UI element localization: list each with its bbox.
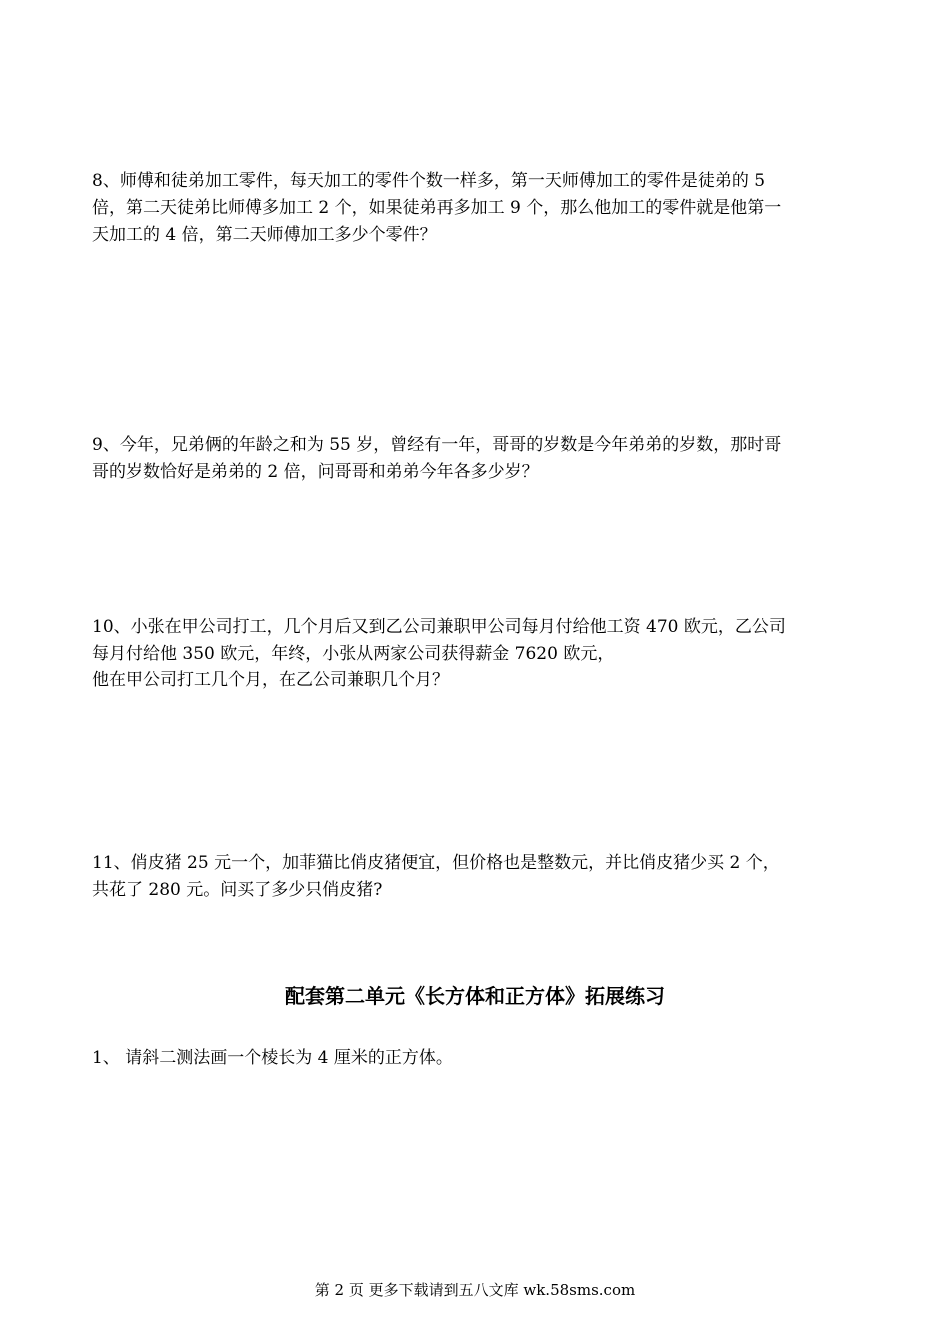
problem-10-line-3: 他在甲公司打工几个月，在乙公司兼职几个月？ <box>92 670 449 690</box>
problem-8-line-1: 8、师傅和徒弟加工零件，每天加工的零件个数一样多，第一天师傅加工的零件是徒弟的 5 <box>92 171 766 191</box>
problem-9-line-2: 哥的岁数恰好是弟弟的 2 倍，问哥哥和弟弟今年各多少岁？ <box>92 462 539 482</box>
section-title: 配套第二单元《长方体和正方体》拓展练习 <box>285 984 665 1008</box>
section-item-1: 1、 请斜二测法画一个棱长为 4 厘米的正方体。 <box>92 1048 453 1068</box>
problem-10-line-1: 10、小张在甲公司打工，几个月后又到乙公司兼职甲公司每月付给他工资 470 欧元，乙公司 <box>92 617 786 637</box>
problem-11-line-1: 11、俏皮猪 25 元一个，加菲猫比俏皮猪便宜，但价格也是整数元，并比俏皮猪少买 2 个， <box>92 853 780 873</box>
problem-8-line-2: 倍，第二天徒弟比师傅多加工 2 个，如果徒弟再多加工 9 个，那么他加工的零件就是他第一 <box>92 198 782 218</box>
page-footer: 第 2 页 更多下载请到五八文库 wk.58sms.com <box>314 1281 636 1299</box>
problem-8-line-3: 天加工的 4 倍，第二天师傅加工多少个零件？ <box>92 225 437 245</box>
problem-11-line-2: 共花了 280 元。问买了多少只俏皮猪? <box>92 880 383 900</box>
problem-10-line-2: 每月付给他 350 欧元，年终，小张从两家公司获得薪金 7620 欧元， <box>92 644 615 664</box>
problem-9-line-1: 9、今年，兄弟俩的年龄之和为 55 岁，曾经有一年，哥哥的岁数是今年弟弟的岁数，那时哥 <box>92 435 782 455</box>
